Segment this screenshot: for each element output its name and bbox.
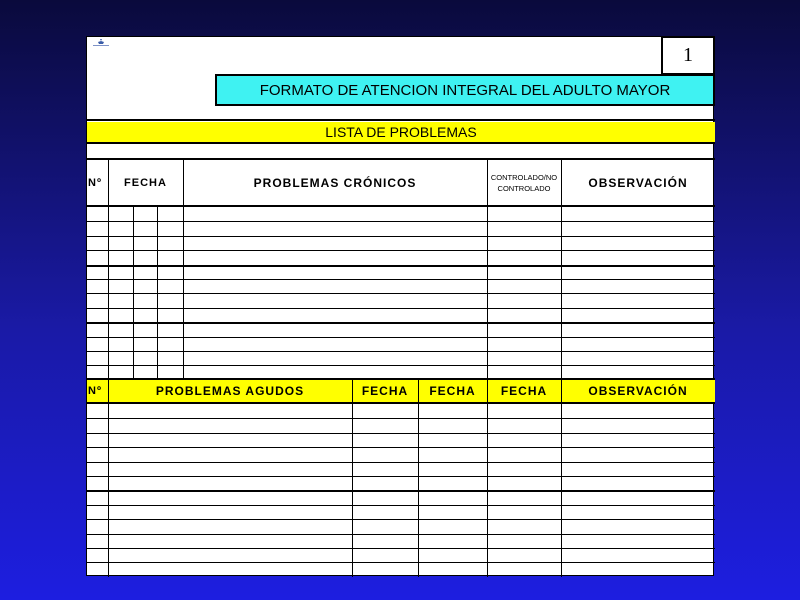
acute-row-line [87,418,715,419]
acute-col-line [418,380,419,577]
list-title: LISTA DE PROBLEMAS [87,122,715,144]
acute-row-line [87,490,715,492]
acute-col-line [352,380,353,577]
acute-header-bottom-border [87,402,715,404]
chronic-col-line [561,159,562,380]
form-title: FORMATO DE ATENCION INTEGRAL DEL ADULTO MAYOR [215,74,715,106]
acute-col-line [487,380,488,577]
chronic-row-line [87,322,715,324]
chronic-controlled-header [487,159,561,206]
chronic-row-line [87,250,715,251]
controlled-header-line2: CONTROLADO [497,183,551,193]
problem-list-form [86,36,714,576]
chronic-row-line [87,236,715,237]
chronic-table-bottom-border [87,378,715,380]
chronic-row-line [87,308,715,309]
acute-row-line [87,519,715,520]
chronic-col-line [108,159,109,380]
acute-row-line [87,447,715,448]
chronic-date-subcol-line [157,207,158,380]
chronic-table-top-border [87,158,715,160]
acute-date3-header: FECHA [500,384,548,398]
acute-col-line [561,380,562,577]
page-number: 1 [661,36,715,75]
acute-row-line [87,505,715,506]
chronic-row-line [87,265,715,267]
acute-col-line [108,380,109,577]
acute-number-header: Nº [88,385,102,397]
chronic-row-line [87,279,715,280]
acute-row-line [87,462,715,463]
acute-date1-header: FECHA [361,384,409,398]
acute-row-line [87,476,715,477]
chronic-row-line [87,337,715,338]
chronic-row-line [87,351,715,352]
chronic-col-line [487,159,488,380]
chronic-date-header: FECHA [124,176,167,189]
chronic-problems-header: PROBLEMAS CRÓNICOS [253,175,417,190]
chronic-date-subcol-line [133,207,134,380]
acute-date2-header: FECHA [429,384,476,398]
acute-problems-header: PROBLEMAS AGUDOS [155,384,305,398]
title-divider [87,119,715,121]
chronic-row-line [87,221,715,222]
acute-row-line [87,534,715,535]
logo-icon [91,38,111,48]
chronic-col-line [183,159,184,380]
chronic-row-line [87,365,715,366]
controlled-header-line1: CONTROLADO/NO [490,172,558,182]
chronic-observation-header: OBSERVACIÓN [588,175,688,190]
chronic-row-line [87,293,715,294]
acute-row-line [87,433,715,434]
acute-observation-header: OBSERVACIÓN [588,384,688,398]
acute-row-line [87,562,715,563]
chronic-header-bottom-border [87,205,715,207]
chronic-number-header: Nº [88,176,102,189]
acute-row-line [87,548,715,549]
